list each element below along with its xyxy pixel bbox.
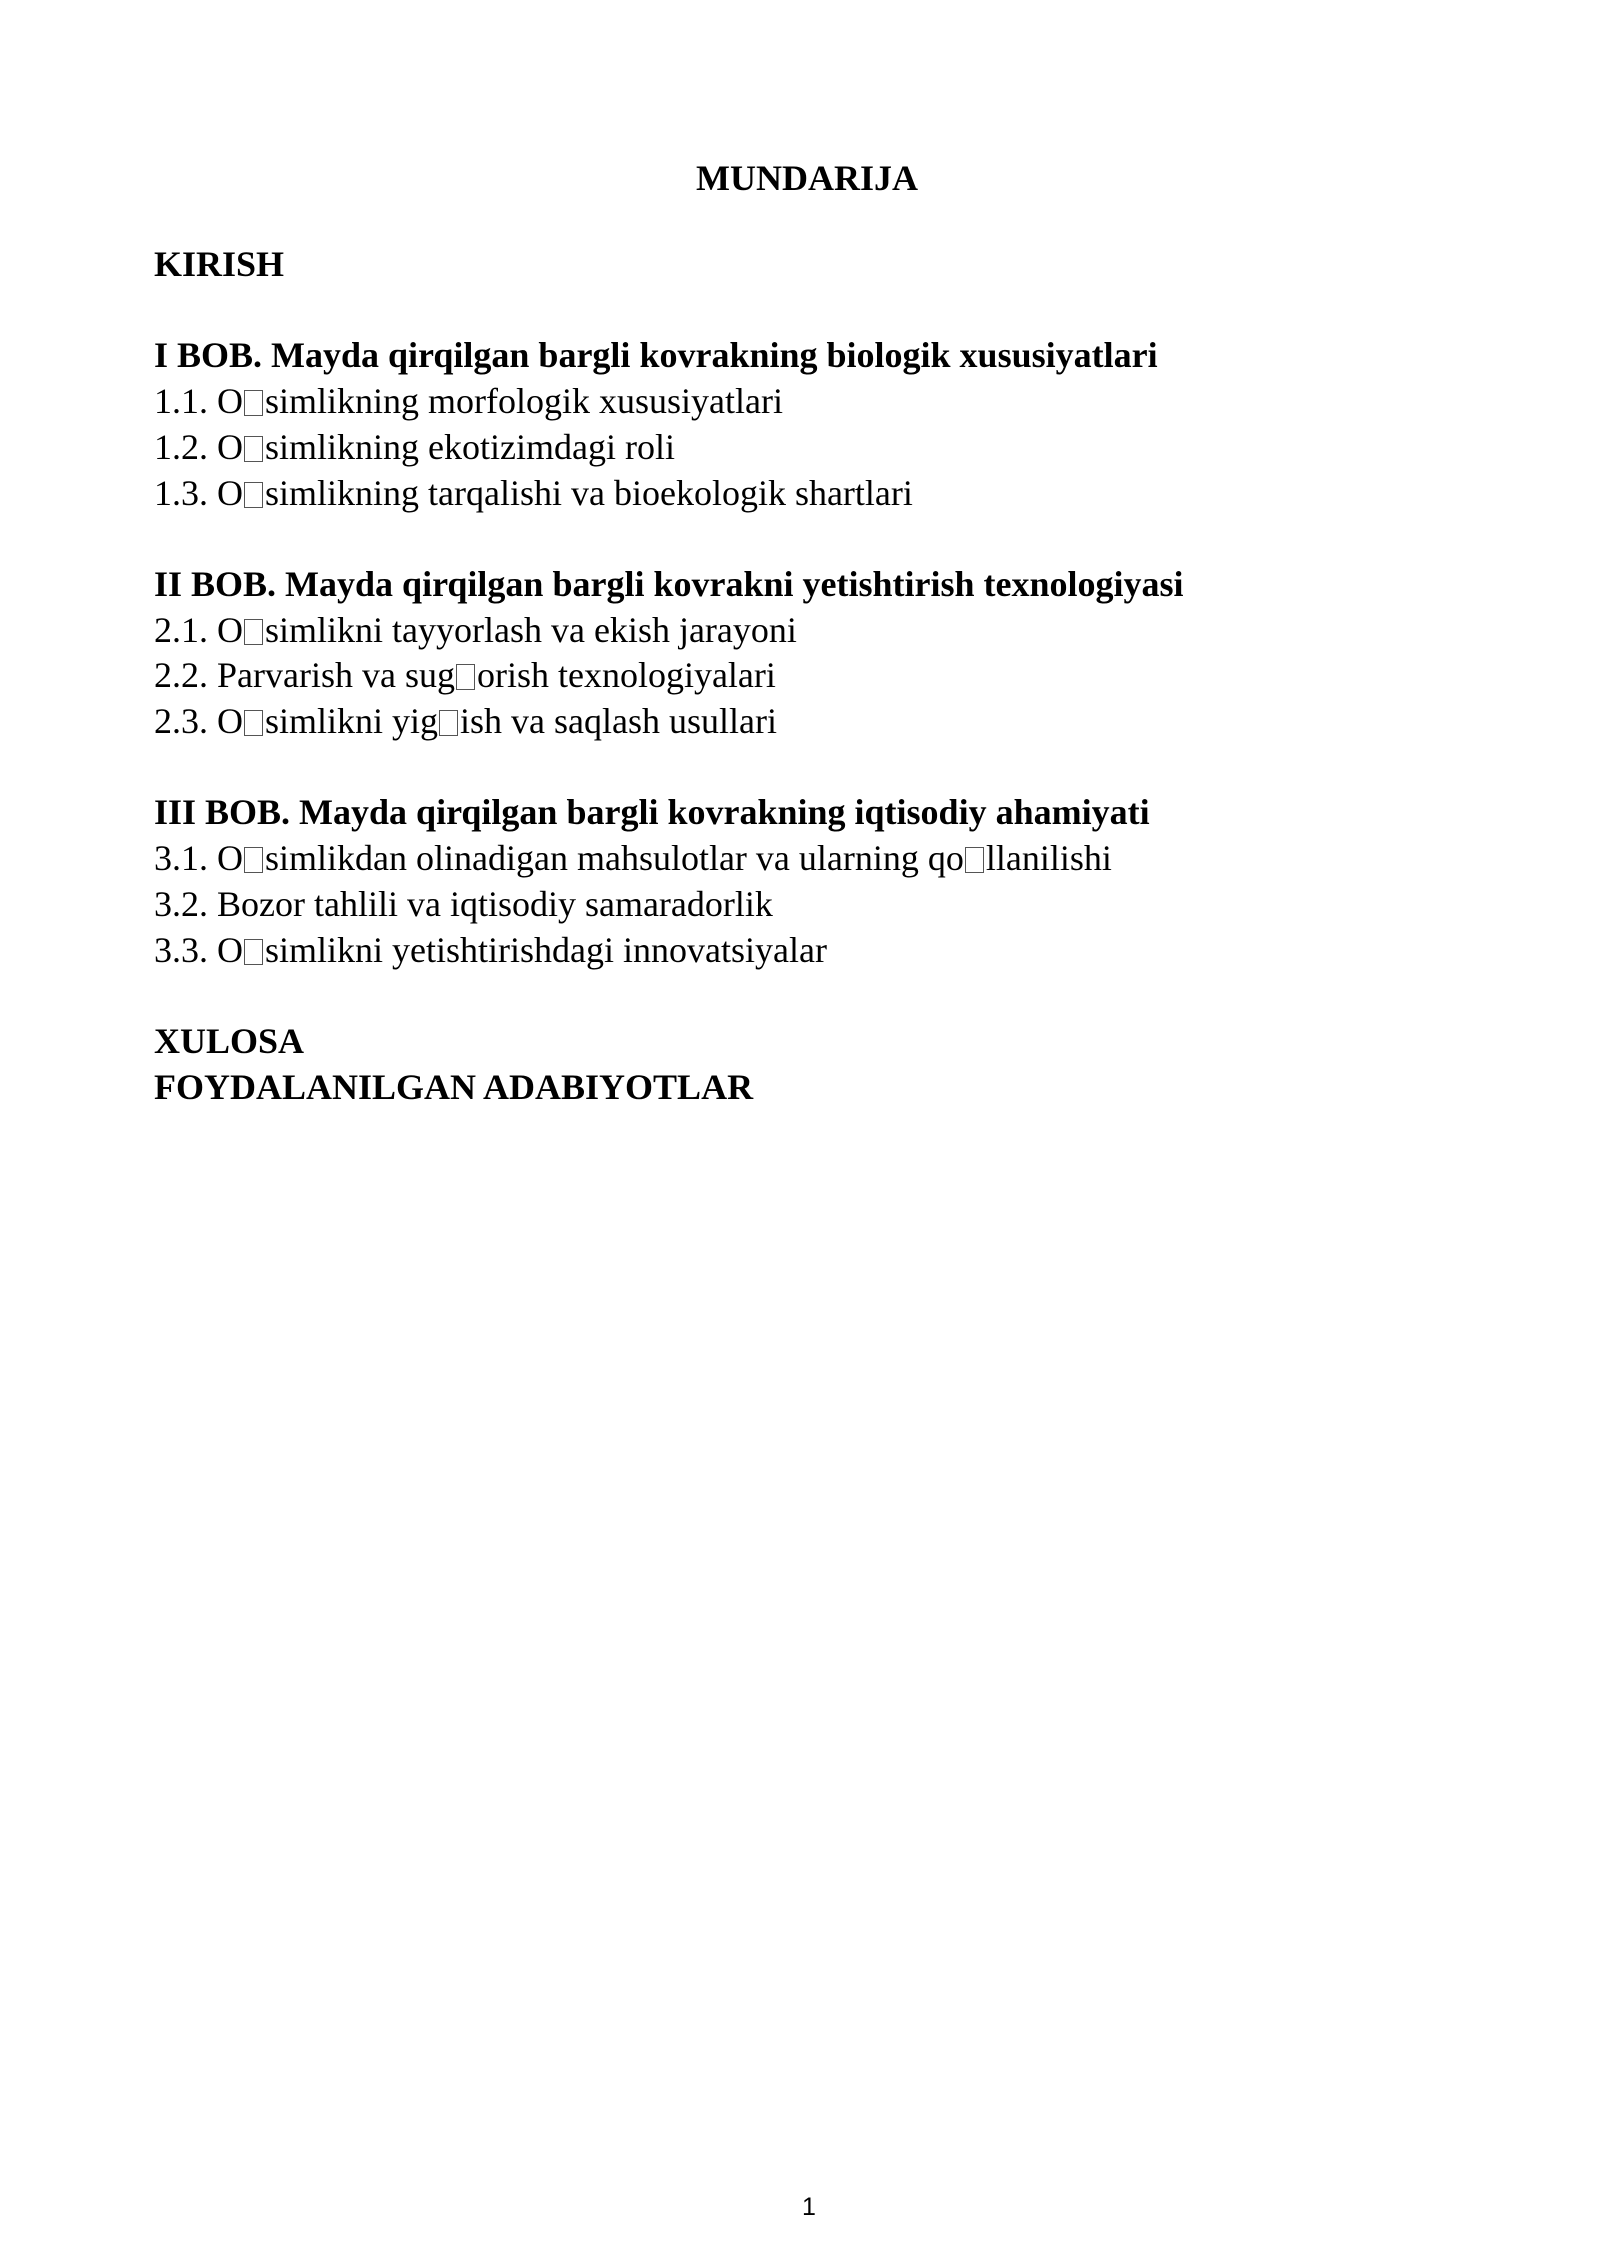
chapter-1-heading: I BOB. Mayda qirqilgan bargli kovrakning biologik xususiyatlari: [154, 335, 1158, 376]
toc-item-text: Parvarish va sug orish texnologiyalari: [217, 655, 776, 696]
toc-item-3-1: [154, 836, 1474, 882]
toc-item-text: O simlikni yetishtirishdagi innovatsiyalar: [217, 929, 827, 970]
missing-glyph-icon: [244, 390, 263, 416]
toc-item-text: O simlikni tayyorlash va ekish jarayoni: [217, 609, 797, 650]
toc-item-1-2: [154, 425, 1474, 471]
toc-item-number: 1.2.: [154, 426, 208, 467]
page-title: MUNDARIJA: [696, 158, 918, 198]
toc-item-text: O simlikning tarqalishi va bioekologik shartlari: [217, 472, 913, 513]
toc-item-text: O simlikdan olinadigan mahsulotlar va ularning qo llanilishi: [217, 838, 1112, 879]
toc-spacer: [154, 973, 1474, 1019]
missing-glyph-icon: [439, 710, 458, 736]
toc-item-text: O simlikning ekotizimdagi roli: [217, 426, 675, 467]
toc-item-number: 2.3.: [154, 701, 208, 741]
missing-glyph-icon: [244, 482, 263, 508]
toc-item-1-1: [154, 379, 1474, 425]
toc-item-2-3: [154, 699, 1474, 745]
toc-references: FOYDALANILGAN ADABIYOTLAR: [154, 1066, 754, 1107]
missing-glyph-icon: [456, 664, 475, 690]
toc-item-number: 1.3.: [154, 472, 208, 513]
missing-glyph-icon: [244, 619, 263, 645]
toc-spacer: [154, 288, 1474, 334]
missing-glyph-icon: [244, 710, 263, 736]
missing-glyph-icon: [244, 847, 263, 873]
toc-item-1-3: [154, 471, 1474, 517]
missing-glyph-icon: [244, 436, 263, 462]
missing-glyph-icon: [244, 939, 263, 965]
toc-item-3-3: [154, 928, 1474, 974]
page-number: 1: [802, 2193, 816, 2221]
toc-item-text: O simlikni yig ish va saqlash usullari: [217, 701, 777, 741]
toc-item-2-1: [154, 608, 1474, 654]
toc-item-number: 3.2.: [154, 883, 208, 924]
chapter-2-heading: II BOB. Mayda qirqilgan bargli kovrakni yetishtirish texnologiyasi: [154, 563, 1184, 604]
toc-item-number: 2.2.: [154, 655, 208, 696]
chapter-3-heading: III BOB. Mayda qirqilgan bargli kovrakning iqtisodiy ahamiyati: [154, 792, 1150, 833]
table-of-contents: [154, 242, 1474, 1110]
toc-item-text: Bozor tahlili va iqtisodiy samaradorlik: [217, 883, 773, 924]
toc-spacer: [154, 516, 1474, 562]
toc-item-2-2: [154, 653, 1474, 699]
toc-item-number: 1.1.: [154, 381, 208, 422]
toc-item-number: 3.1.: [154, 838, 208, 879]
toc-item-number: 3.3.: [154, 929, 208, 970]
toc-conclusion: XULOSA: [154, 1020, 305, 1061]
toc-item-text: O simlikning morfologik xususiyatlari: [217, 381, 783, 422]
missing-glyph-icon: [965, 847, 984, 873]
toc-item-3-2: [154, 882, 1474, 928]
toc-item-number: 2.1.: [154, 609, 208, 650]
toc-intro: KIRISH: [154, 244, 285, 284]
toc-spacer: [154, 745, 1474, 791]
